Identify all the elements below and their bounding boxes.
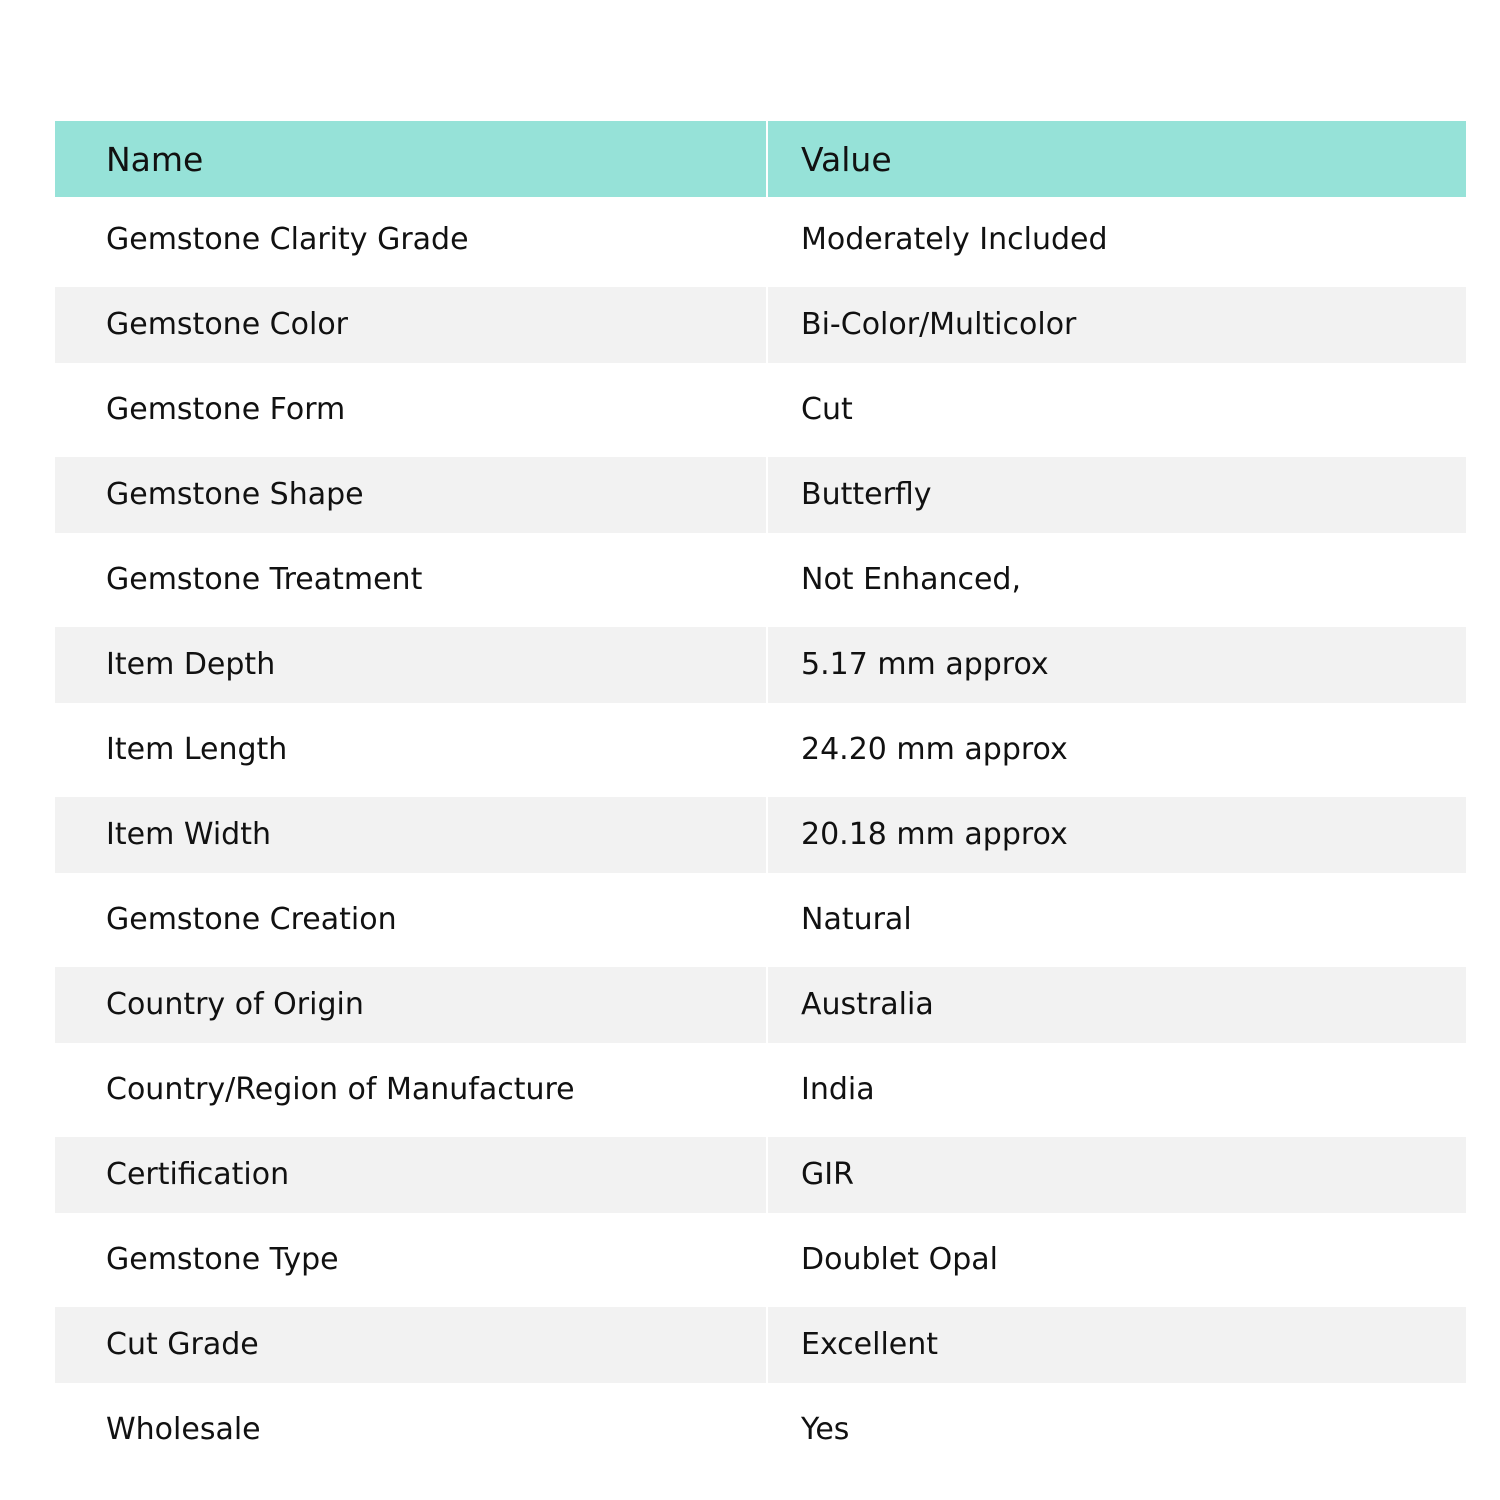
table-row (55, 452, 1466, 537)
table-row (55, 1387, 1466, 1472)
row-value-cell: GIR (768, 1137, 1466, 1213)
row-name-cell: Wholesale (55, 1387, 766, 1472)
row-name-cell: Item Width (55, 797, 766, 873)
row-value-cell: 24.20 mm approx (768, 707, 1466, 792)
table-row (55, 792, 1466, 877)
table-row (55, 367, 1466, 452)
row-name-cell: Country of Origin (55, 967, 766, 1043)
row-name-cell: Gemstone Shape (55, 457, 766, 533)
table-row (55, 197, 1466, 282)
row-name-cell: Item Depth (55, 627, 766, 703)
row-name-cell: Gemstone Treatment (55, 537, 766, 622)
row-name-cell: Country/Region of Manufacture (55, 1047, 766, 1132)
row-name-cell: Gemstone Type (55, 1217, 766, 1302)
table-header-row (55, 121, 1466, 197)
specifications-table (55, 121, 1466, 1472)
table-row (55, 1302, 1466, 1387)
row-value-cell: 20.18 mm approx (768, 797, 1466, 873)
table-row (55, 707, 1466, 792)
table-row (55, 1047, 1466, 1132)
row-name-cell: Certification (55, 1137, 766, 1213)
table-row (55, 1217, 1466, 1302)
row-value-cell: Not Enhanced, (768, 537, 1466, 622)
table-row (55, 537, 1466, 622)
table-row (55, 622, 1466, 707)
row-value-cell: Bi-Color/Multicolor (768, 287, 1466, 363)
row-value-cell: Butterfly (768, 457, 1466, 533)
row-value-cell: Natural (768, 877, 1466, 962)
row-name-cell: Item Length (55, 707, 766, 792)
table-row (55, 1132, 1466, 1217)
header-name: Name (55, 121, 766, 197)
table-body (55, 197, 1466, 1472)
row-value-cell: India (768, 1047, 1466, 1132)
row-name-cell: Cut Grade (55, 1307, 766, 1383)
table-row (55, 962, 1466, 1047)
row-name-cell: Gemstone Clarity Grade (55, 197, 766, 282)
table-row (55, 282, 1466, 367)
row-value-cell: Cut (768, 367, 1466, 452)
row-name-cell: Gemstone Form (55, 367, 766, 452)
row-value-cell: Yes (768, 1387, 1466, 1472)
row-value-cell: Australia (768, 967, 1466, 1043)
header-value: Value (768, 121, 1466, 197)
table-row (55, 877, 1466, 962)
row-value-cell: Excellent (768, 1307, 1466, 1383)
row-value-cell: 5.17 mm approx (768, 627, 1466, 703)
row-name-cell: Gemstone Color (55, 287, 766, 363)
row-value-cell: Moderately Included (768, 197, 1466, 282)
row-value-cell: Doublet Opal (768, 1217, 1466, 1302)
row-name-cell: Gemstone Creation (55, 877, 766, 962)
